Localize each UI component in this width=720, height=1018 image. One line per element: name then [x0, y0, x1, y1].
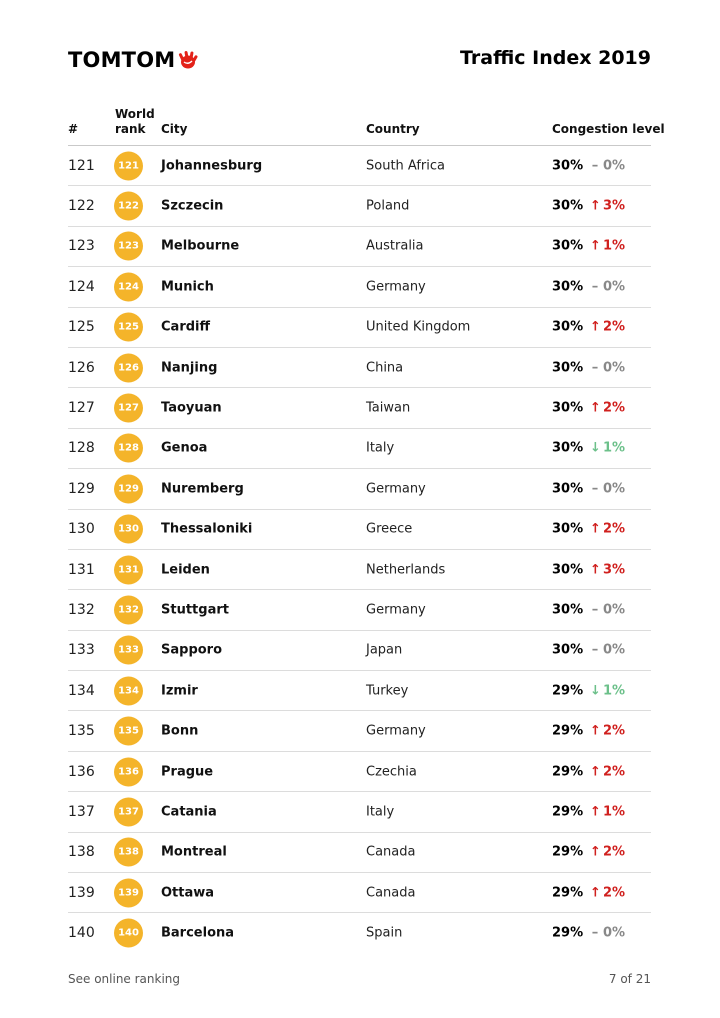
dash-icon: – — [591, 279, 599, 295]
congestion-change — [590, 522, 625, 537]
city-name: Prague — [161, 764, 214, 780]
congestion-change — [590, 885, 625, 900]
column-header-world-rank — [115, 107, 165, 137]
arrow-up-icon: ↑ — [590, 723, 601, 739]
change-value: 0% — [603, 602, 626, 618]
congestion-change — [590, 602, 625, 617]
column-header-country: Country — [366, 122, 420, 136]
row-number: 130 — [68, 521, 95, 538]
table-row — [68, 752, 651, 792]
world-rank-badge: 140 — [114, 919, 143, 948]
change-value: 1% — [603, 440, 626, 456]
city-name: Nanjing — [161, 360, 218, 376]
dash-icon: – — [591, 360, 599, 376]
table-row — [68, 671, 651, 711]
row-number: 137 — [68, 803, 95, 820]
world-rank-line1: World — [115, 107, 155, 121]
city-name: Sapporo — [161, 642, 223, 658]
table-row — [68, 267, 651, 307]
city-name: Thessaloniki — [161, 521, 253, 537]
world-rank-badge: 136 — [114, 757, 143, 786]
arrow-up-icon: ↑ — [590, 764, 601, 780]
congestion-level: 29% — [552, 723, 584, 739]
change-value: 2% — [603, 521, 626, 537]
table-row — [68, 186, 651, 226]
city-name: Munich — [161, 279, 214, 295]
row-number: 121 — [68, 157, 95, 174]
congestion-change — [590, 401, 625, 416]
row-number: 132 — [68, 601, 95, 618]
table-row — [68, 388, 651, 428]
world-rank-badge: 131 — [114, 555, 143, 584]
congestion-level: 30% — [552, 400, 584, 416]
ranking-table — [68, 104, 665, 953]
row-number: 122 — [68, 198, 95, 215]
country-name: Australia — [366, 238, 424, 254]
country-name: Spain — [366, 925, 403, 941]
country-name: Canada — [366, 844, 416, 860]
congestion-change — [590, 845, 625, 860]
dash-icon: – — [591, 158, 599, 174]
congestion-level: 29% — [552, 925, 584, 941]
country-name: Netherlands — [366, 562, 446, 578]
table-row — [68, 146, 651, 186]
arrow-down-icon: ↓ — [590, 440, 601, 456]
row-number: 129 — [68, 480, 95, 497]
row-number: 133 — [68, 642, 95, 659]
country-name: Italy — [366, 440, 395, 456]
congestion-change — [590, 360, 625, 375]
dash-icon: – — [591, 925, 599, 941]
table-row — [68, 590, 651, 630]
congestion-level: 30% — [552, 642, 584, 658]
see-online-ranking-link[interactable]: See online ranking — [68, 972, 181, 986]
congestion-level: 30% — [552, 319, 584, 335]
congestion-change — [590, 199, 625, 214]
tomtom-logo — [68, 47, 199, 73]
row-number: 127 — [68, 400, 95, 417]
arrow-up-icon: ↑ — [590, 562, 601, 578]
congestion-change — [590, 239, 625, 254]
row-number: 135 — [68, 723, 95, 740]
table-header — [68, 104, 665, 146]
table-body — [68, 146, 651, 953]
country-name: South Africa — [366, 158, 445, 174]
row-number: 134 — [68, 682, 95, 699]
congestion-change — [590, 481, 625, 496]
table-row — [68, 227, 651, 267]
congestion-level: 30% — [552, 602, 584, 618]
world-rank-badge: 133 — [114, 636, 143, 665]
row-number: 125 — [68, 319, 95, 336]
city-name: Stuttgart — [161, 602, 229, 618]
congestion-change — [590, 158, 625, 173]
congestion-level: 29% — [552, 764, 584, 780]
arrow-up-icon: ↑ — [590, 198, 601, 214]
column-header-congestion: Congestion level — [552, 122, 665, 136]
logo-text: TOMTOM — [68, 48, 176, 72]
congestion-level: 30% — [552, 360, 584, 376]
world-rank-badge: 139 — [114, 878, 143, 907]
congestion-level: 30% — [552, 158, 584, 174]
arrow-up-icon: ↑ — [590, 319, 601, 335]
world-rank-badge: 134 — [114, 676, 143, 705]
congestion-level: 29% — [552, 804, 584, 820]
change-value: 1% — [603, 683, 626, 699]
congestion-change — [590, 724, 625, 739]
change-value: 0% — [603, 360, 626, 376]
congestion-change — [590, 279, 625, 294]
column-header-number: # — [68, 122, 79, 136]
world-rank-badge: 128 — [114, 434, 143, 463]
change-value: 0% — [603, 642, 626, 658]
country-name: Canada — [366, 885, 416, 901]
table-row — [68, 308, 651, 348]
world-rank-badge: 126 — [114, 353, 143, 382]
table-row — [68, 792, 651, 832]
congestion-level: 29% — [552, 844, 584, 860]
city-name: Nuremberg — [161, 481, 244, 497]
table-row — [68, 913, 651, 952]
city-name: Genoa — [161, 440, 208, 456]
country-name: China — [366, 360, 404, 376]
congestion-level: 30% — [552, 562, 584, 578]
table-row — [68, 550, 651, 590]
change-value: 2% — [603, 885, 626, 901]
country-name: Japan — [366, 642, 403, 658]
row-number: 123 — [68, 238, 95, 255]
arrow-up-icon: ↑ — [590, 521, 601, 537]
country-name: Greece — [366, 521, 413, 537]
congestion-change — [590, 441, 625, 456]
dash-icon: – — [591, 642, 599, 658]
change-value: 1% — [603, 238, 626, 254]
country-name: Poland — [366, 198, 410, 214]
congestion-level: 30% — [552, 238, 584, 254]
congestion-change — [590, 804, 625, 819]
city-name: Bonn — [161, 723, 199, 739]
congestion-change — [590, 926, 625, 941]
country-name: Germany — [366, 602, 426, 618]
table-row — [68, 469, 651, 509]
congestion-level: 29% — [552, 683, 584, 699]
congestion-change — [590, 562, 625, 577]
row-number: 139 — [68, 884, 95, 901]
congestion-change — [590, 643, 625, 658]
world-rank-badge: 125 — [114, 313, 143, 342]
change-value: 2% — [603, 764, 626, 780]
change-value: 2% — [603, 844, 626, 860]
congestion-change — [590, 683, 625, 698]
city-name: Ottawa — [161, 885, 215, 901]
arrow-up-icon: ↑ — [590, 885, 601, 901]
country-name: Germany — [366, 723, 426, 739]
country-name: Czechia — [366, 764, 417, 780]
table-row — [68, 631, 651, 671]
change-value: 0% — [603, 158, 626, 174]
congestion-level: 30% — [552, 521, 584, 537]
row-number: 136 — [68, 763, 95, 780]
country-name: Italy — [366, 804, 395, 820]
world-rank-badge: 130 — [114, 515, 143, 544]
world-rank-badge: 124 — [114, 272, 143, 301]
congestion-level: 30% — [552, 481, 584, 497]
city-name: Szczecin — [161, 198, 224, 214]
row-number: 140 — [68, 925, 95, 942]
change-value: 0% — [603, 279, 626, 295]
country-name: United Kingdom — [366, 319, 471, 335]
change-value: 0% — [603, 481, 626, 497]
city-name: Taoyuan — [161, 400, 222, 416]
change-value: 3% — [603, 198, 626, 214]
congestion-level: 30% — [552, 198, 584, 214]
row-number: 128 — [68, 440, 95, 457]
world-rank-badge: 132 — [114, 595, 143, 624]
arrow-up-icon: ↑ — [590, 238, 601, 254]
world-rank-badge: 138 — [114, 838, 143, 867]
country-name: Germany — [366, 279, 426, 295]
congestion-change — [590, 764, 625, 779]
table-row — [68, 348, 651, 388]
congestion-level: 29% — [552, 885, 584, 901]
arrow-up-icon: ↑ — [590, 844, 601, 860]
city-name: Leiden — [161, 562, 210, 578]
city-name: Catania — [161, 804, 217, 820]
table-row — [68, 873, 651, 913]
city-name: Izmir — [161, 683, 198, 699]
row-number: 138 — [68, 844, 95, 861]
dash-icon: – — [591, 602, 599, 618]
change-value: 2% — [603, 723, 626, 739]
world-rank-badge: 129 — [114, 474, 143, 503]
change-value: 1% — [603, 804, 626, 820]
country-name: Taiwan — [366, 400, 411, 416]
city-name: Cardiff — [161, 319, 211, 335]
column-header-city: City — [161, 122, 188, 136]
congestion-change — [590, 320, 625, 335]
table-row — [68, 510, 651, 550]
world-rank-badge: 137 — [114, 797, 143, 826]
world-rank-badge: 122 — [114, 192, 143, 221]
change-value: 2% — [603, 400, 626, 416]
table-row — [68, 833, 651, 873]
world-rank-badge: 121 — [114, 151, 143, 180]
table-row — [68, 711, 651, 751]
congestion-level: 30% — [552, 279, 584, 295]
table-row — [68, 429, 651, 469]
city-name: Melbourne — [161, 238, 240, 254]
world-rank-badge: 135 — [114, 717, 143, 746]
row-number: 124 — [68, 278, 95, 295]
report-title: Traffic Index 2019 — [460, 47, 651, 69]
row-number: 126 — [68, 359, 95, 376]
country-name: Germany — [366, 481, 426, 497]
arrow-up-icon: ↑ — [590, 804, 601, 820]
dash-icon: – — [591, 481, 599, 497]
change-value: 3% — [603, 562, 626, 578]
city-name: Barcelona — [161, 925, 235, 941]
change-value: 0% — [603, 925, 626, 941]
change-value: 2% — [603, 319, 626, 335]
page-number: 7 of 21 — [608, 972, 651, 986]
city-name: Montreal — [161, 844, 227, 860]
row-number: 131 — [68, 561, 95, 578]
world-rank-badge: 127 — [114, 394, 143, 423]
arrow-down-icon: ↓ — [590, 683, 601, 699]
country-name: Turkey — [366, 683, 409, 699]
world-rank-line2: rank — [115, 122, 146, 136]
hand-icon — [177, 49, 199, 71]
city-name: Johannesburg — [161, 158, 263, 174]
congestion-level: 30% — [552, 440, 584, 456]
world-rank-badge: 123 — [114, 232, 143, 261]
arrow-up-icon: ↑ — [590, 400, 601, 416]
